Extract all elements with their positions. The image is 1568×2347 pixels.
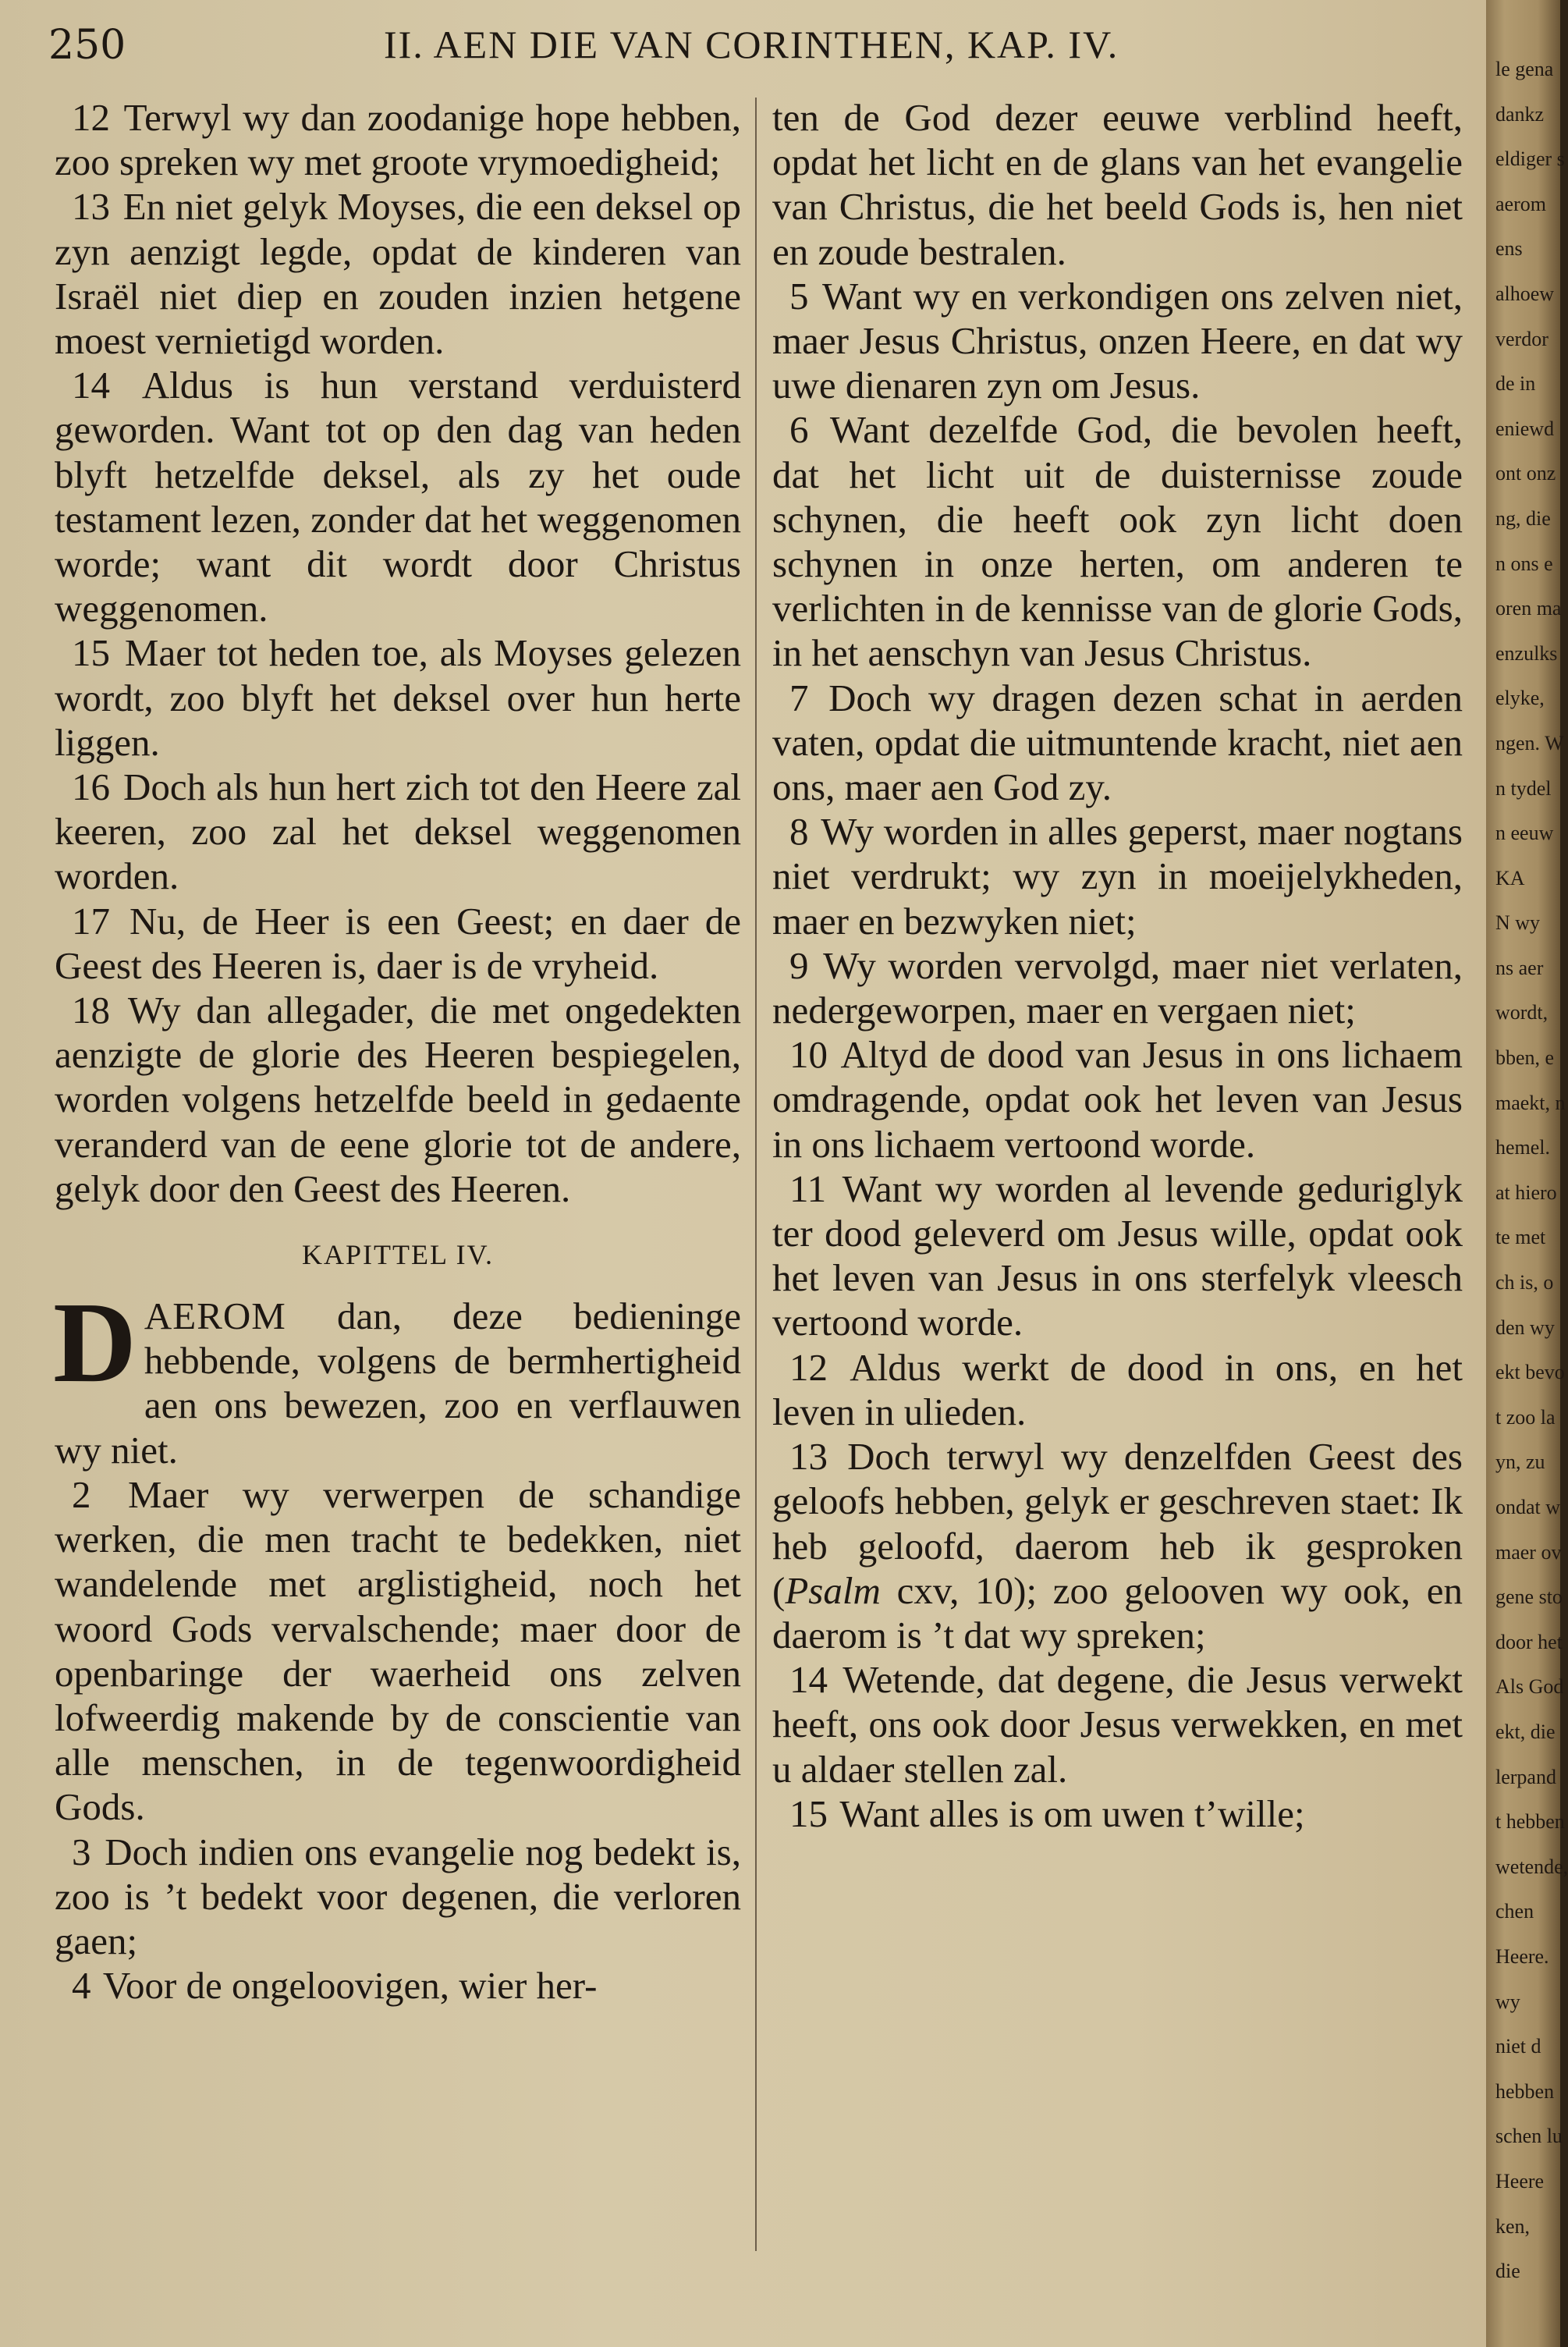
verse-1-text: dan, deze bedieninge hebbende, volgens de bermhertigheid aen ons bewezen, zoo en verflauwen wy niet. xyxy=(55,1294,741,1472)
verse xyxy=(772,1166,1463,1345)
verse xyxy=(55,95,741,184)
adjacent-fragment: hebben xyxy=(1495,2079,1555,2103)
verse-text: Altyd de dood van Jesus in ons lichaem omdragende, opdat ook het leven van Jesus in ons lichaem vertoond worde. xyxy=(772,1033,1463,1166)
verse-number: 15 xyxy=(789,1791,828,1835)
verse-13 xyxy=(772,1434,1463,1657)
verse-text: Want wy worden al levende geduriglyk ter dood geleverd om Jesus wille, opdat ook het leven van Jesus in ons sterfelyk vleesch vertoond worde. xyxy=(772,1166,1463,1344)
adjacent-fragment: maekt, n xyxy=(1495,1091,1566,1114)
adjacent-fragment: gene sto xyxy=(1495,1585,1563,1609)
adjacent-fragment: t hebben xyxy=(1495,1810,1565,1834)
chapter-3-verses xyxy=(55,95,741,1211)
verse-number: 4 xyxy=(72,1964,91,2008)
adjacent-fragment: ken, xyxy=(1495,2214,1531,2238)
verse-text: Nu, de Heer is een Geest; en daer de Geest des Heeren is, daer is de vryheid. xyxy=(55,899,742,987)
verse xyxy=(55,184,741,363)
verse-number: 14 xyxy=(72,364,110,407)
verse-number: 15 xyxy=(72,631,110,675)
verse xyxy=(55,1830,741,1964)
verse-13-ref: Psalm xyxy=(785,1568,881,1612)
adjacent-fragment: verdor xyxy=(1495,327,1548,350)
verse xyxy=(772,274,1463,408)
verse-text: Doch als hun hert zich tot den Heere zal keeren, zoo zal het deksel weggenomen worden. xyxy=(55,765,742,898)
drop-cap: D xyxy=(53,1279,137,1408)
verse xyxy=(772,809,1463,943)
verse-number: 18 xyxy=(72,989,110,1032)
adjacent-fragment: lerpand xyxy=(1495,1765,1556,1788)
adjacent-fragment: niet d xyxy=(1495,2035,1541,2058)
verse-1-smallcaps: AEROM xyxy=(144,1294,286,1338)
chapter-4-verses-right-a xyxy=(772,274,1463,1434)
adjacent-fragment: Als God xyxy=(1495,1675,1564,1699)
adjacent-fragment: enzulks xyxy=(1495,641,1558,665)
verse-text: Doch indien ons evangelie nog bedekt is, zoo is ’t bedekt voor degenen, die verloren gaen; xyxy=(55,1830,742,1962)
adjacent-fragment: eldiger s xyxy=(1495,147,1565,171)
adjacent-fragment: N wy xyxy=(1495,911,1541,935)
adjacent-fragment: eniewd xyxy=(1495,417,1555,440)
verse-text: Want wy en verkondigen ons zelven niet, maer Jesus Christus, onzen Heere, en dat wy uwe dienaren zyn om Jesus. xyxy=(772,274,1463,407)
verse-number: 12 xyxy=(789,1345,828,1389)
adjacent-fragment: ngen. W xyxy=(1495,731,1564,755)
left-column xyxy=(55,95,741,2008)
running-title: II. AEN DIE VAN CORINTHEN, KAP. IV. xyxy=(384,23,1119,66)
adjacent-page-edge xyxy=(1486,0,1568,2347)
verse-number: 3 xyxy=(72,1830,91,1873)
adjacent-fragment: ont onz xyxy=(1495,462,1556,485)
adjacent-fragment: wy xyxy=(1495,1990,1520,2013)
adjacent-fragment: ng, die xyxy=(1495,506,1551,530)
verse-number: 2 xyxy=(72,1472,91,1516)
adjacent-fragment: maer ov xyxy=(1495,1540,1562,1564)
verse-13-text-before: Doch terwyl wy denzelfden Geest des geloofs hebben, gelyk er geschreven staet: Ik heb geloofd, daerom heb ik gesproken ( xyxy=(772,1435,1463,1612)
verse xyxy=(55,1472,741,1830)
page-number: 250 xyxy=(48,22,126,69)
adjacent-fragment: wordt, xyxy=(1495,1001,1548,1024)
verse-number: 8 xyxy=(789,810,809,854)
verse-text: Wetende, dat degene, die Jesus verwekt heeft, ons ook door Jesus verwekken, en met u aldaer stellen zal. xyxy=(772,1658,1463,1791)
verse-number: 17 xyxy=(72,899,110,943)
adjacent-fragment: alhoew xyxy=(1495,282,1555,305)
verse xyxy=(772,676,1463,810)
adjacent-fragment: yn, zu xyxy=(1495,1450,1545,1474)
verse xyxy=(772,943,1463,1032)
adjacent-fragment: Heere. xyxy=(1495,1944,1549,1968)
verse xyxy=(55,630,741,765)
verse-4-continuation: ten de God dezer eeuwe verblind heeft, opdat het licht en de glans van het evangelie van Christus, die het beeld Gods is, hen niet en zoude bestralen. xyxy=(772,96,1463,273)
verse-number: 12 xyxy=(72,96,110,139)
column-divider xyxy=(755,98,757,2251)
adjacent-fragment: ns aer xyxy=(1495,956,1544,979)
verse-text: Aldus werkt de dood in ons, en het leven in ulieden. xyxy=(772,1345,1463,1433)
adjacent-fragment: aerom xyxy=(1495,192,1546,215)
adjacent-fragment: Heere xyxy=(1495,2169,1545,2193)
verse-13-text-after: cxv, 10); zoo gelooven wy ook, en daerom is ’t dat wy spreken; xyxy=(772,1568,1463,1656)
verse-number: 9 xyxy=(789,943,809,987)
adjacent-fragment: ch is, o xyxy=(1495,1271,1554,1294)
adjacent-fragment: at hiero xyxy=(1495,1181,1557,1204)
adjacent-fragment: t zoo la xyxy=(1495,1405,1556,1429)
adjacent-fragment: n tydel xyxy=(1495,776,1552,800)
verse-text: Want dezelfde God, die bevolen heeft, dat het licht uit de duisternisse zoude schynen, die heeft ook zyn licht doen schynen in onze herten, om anderen te verlichten in de kennisse van de glorie Gods, in het aenschyn van Jesus Christus. xyxy=(772,408,1463,675)
adjacent-fragment: le gena xyxy=(1495,58,1554,80)
chapter-4-verses-right-b xyxy=(772,1657,1463,1836)
adjacent-fragment: den wy xyxy=(1495,1316,1555,1339)
adjacent-fragment: door het xyxy=(1495,1630,1563,1653)
verse xyxy=(772,1345,1463,1434)
verse-number: 6 xyxy=(789,408,809,452)
verse-number: 16 xyxy=(72,765,110,809)
verse-text: Wy worden vervolgd, maer niet verlaten, nedergeworpen, maer en vergaen niet; xyxy=(772,943,1463,1032)
running-header xyxy=(48,22,1476,76)
adjacent-fragment: te met xyxy=(1495,1226,1546,1249)
adjacent-fragment: elyke, xyxy=(1495,687,1545,710)
adjacent-fragment: n ons e xyxy=(1495,552,1553,575)
adjacent-fragment: hemel. xyxy=(1495,1136,1551,1159)
adjacent-fragment: ondat w xyxy=(1495,1496,1561,1518)
adjacent-page-fragments xyxy=(1486,47,1568,2294)
verse-text: Terwyl wy dan zoodanige hope hebben, zoo spreken wy met groote vrymoedigheid; xyxy=(55,96,741,184)
adjacent-fragment: ekt bevo xyxy=(1495,1361,1565,1384)
verse-number: 13 xyxy=(789,1435,828,1479)
verse xyxy=(772,407,1463,675)
verse-text: Voor de ongeloovigen, wier her- xyxy=(102,1964,598,2008)
adjacent-fragment: ekt, die xyxy=(1495,1720,1556,1743)
adjacent-fragment: oren ma xyxy=(1495,597,1562,620)
verse-text: Maer wy verwerpen de schandige werken, die men tracht te bedekken, niet wandelende met arglistigheid, noch het woord Gods vervalschende; maer door de openbaringe der waerheid ons zelven lofweerdig makende by de conscientie van alle menschen, in de tegenwoordigheid Gods. xyxy=(55,1472,742,1829)
adjacent-fragment: wetende, xyxy=(1495,1855,1568,1878)
chapter-heading: KAPITTEL IV. xyxy=(302,1239,494,1271)
verse-text: En niet gelyk Moyses, die een deksel op zyn aenzigt legde, opdat de kinderen van Israël niet diep en zouden inzien hetgene moest vernietigd worden. xyxy=(55,185,741,363)
adjacent-fragment: n eeuw xyxy=(1495,822,1554,845)
adjacent-fragment: de in xyxy=(1495,372,1536,396)
chapter-4-verses-left xyxy=(55,1472,741,2008)
verse xyxy=(55,1963,741,2008)
verse-text: Want alles is om uwen t’wille; xyxy=(839,1791,1305,1835)
adjacent-fragment: bben, e xyxy=(1495,1046,1555,1070)
adjacent-fragment: KA xyxy=(1495,866,1525,889)
verse xyxy=(772,1657,1463,1791)
verse-text: Aldus is hun verstand verduisterd geworden. Want tot op den dag van heden blyft hetzelfde deksel, als zy het oude testament lezen, zonder dat het weggenomen worde; want dit wordt door Christus weggenomen. xyxy=(55,364,741,630)
verse-number: 5 xyxy=(789,274,809,318)
verse-number: 7 xyxy=(789,676,809,719)
verse xyxy=(55,765,741,899)
verse-1 xyxy=(53,1279,741,1472)
right-column xyxy=(772,95,1463,1836)
verse-text: Maer tot heden toe, als Moyses gelezen wordt, zoo blyft het deksel over hun herte liggen. xyxy=(55,631,742,764)
adjacent-fragment: dankz xyxy=(1495,102,1545,126)
verse-number: 11 xyxy=(789,1166,827,1210)
verse-number: 14 xyxy=(789,1658,828,1702)
verse xyxy=(55,899,741,988)
verse xyxy=(55,363,741,630)
verse-text: Wy worden in alles geperst, maer nogtans niet verdrukt; wy zyn in moeijelykheden, maer en bezwyken niet; xyxy=(772,810,1463,943)
adjacent-fragment: chen xyxy=(1495,1900,1534,1923)
verse-number: 13 xyxy=(72,185,110,229)
adjacent-fragment: die xyxy=(1495,2260,1520,2283)
verse xyxy=(55,988,741,1211)
verse-text: Wy dan allegader, die met ongedekten aenzigte de glorie des Heeren bespiegelen, worden volgens hetzelfde beeld in gedaente veranderd van de eene glorie tot de andere, gelyk door den Geest des Heeren. xyxy=(55,989,741,1210)
adjacent-fragment: ens xyxy=(1495,237,1523,261)
verse-text: Doch wy dragen dezen schat in aerden vaten, opdat die uitmuntende kracht, niet aen ons, maer aen God zy. xyxy=(772,676,1463,809)
verse-number: 10 xyxy=(789,1033,828,1077)
adjacent-fragment: schen lu xyxy=(1495,2125,1563,2148)
verse xyxy=(772,1791,1463,1836)
verse xyxy=(772,1032,1463,1166)
